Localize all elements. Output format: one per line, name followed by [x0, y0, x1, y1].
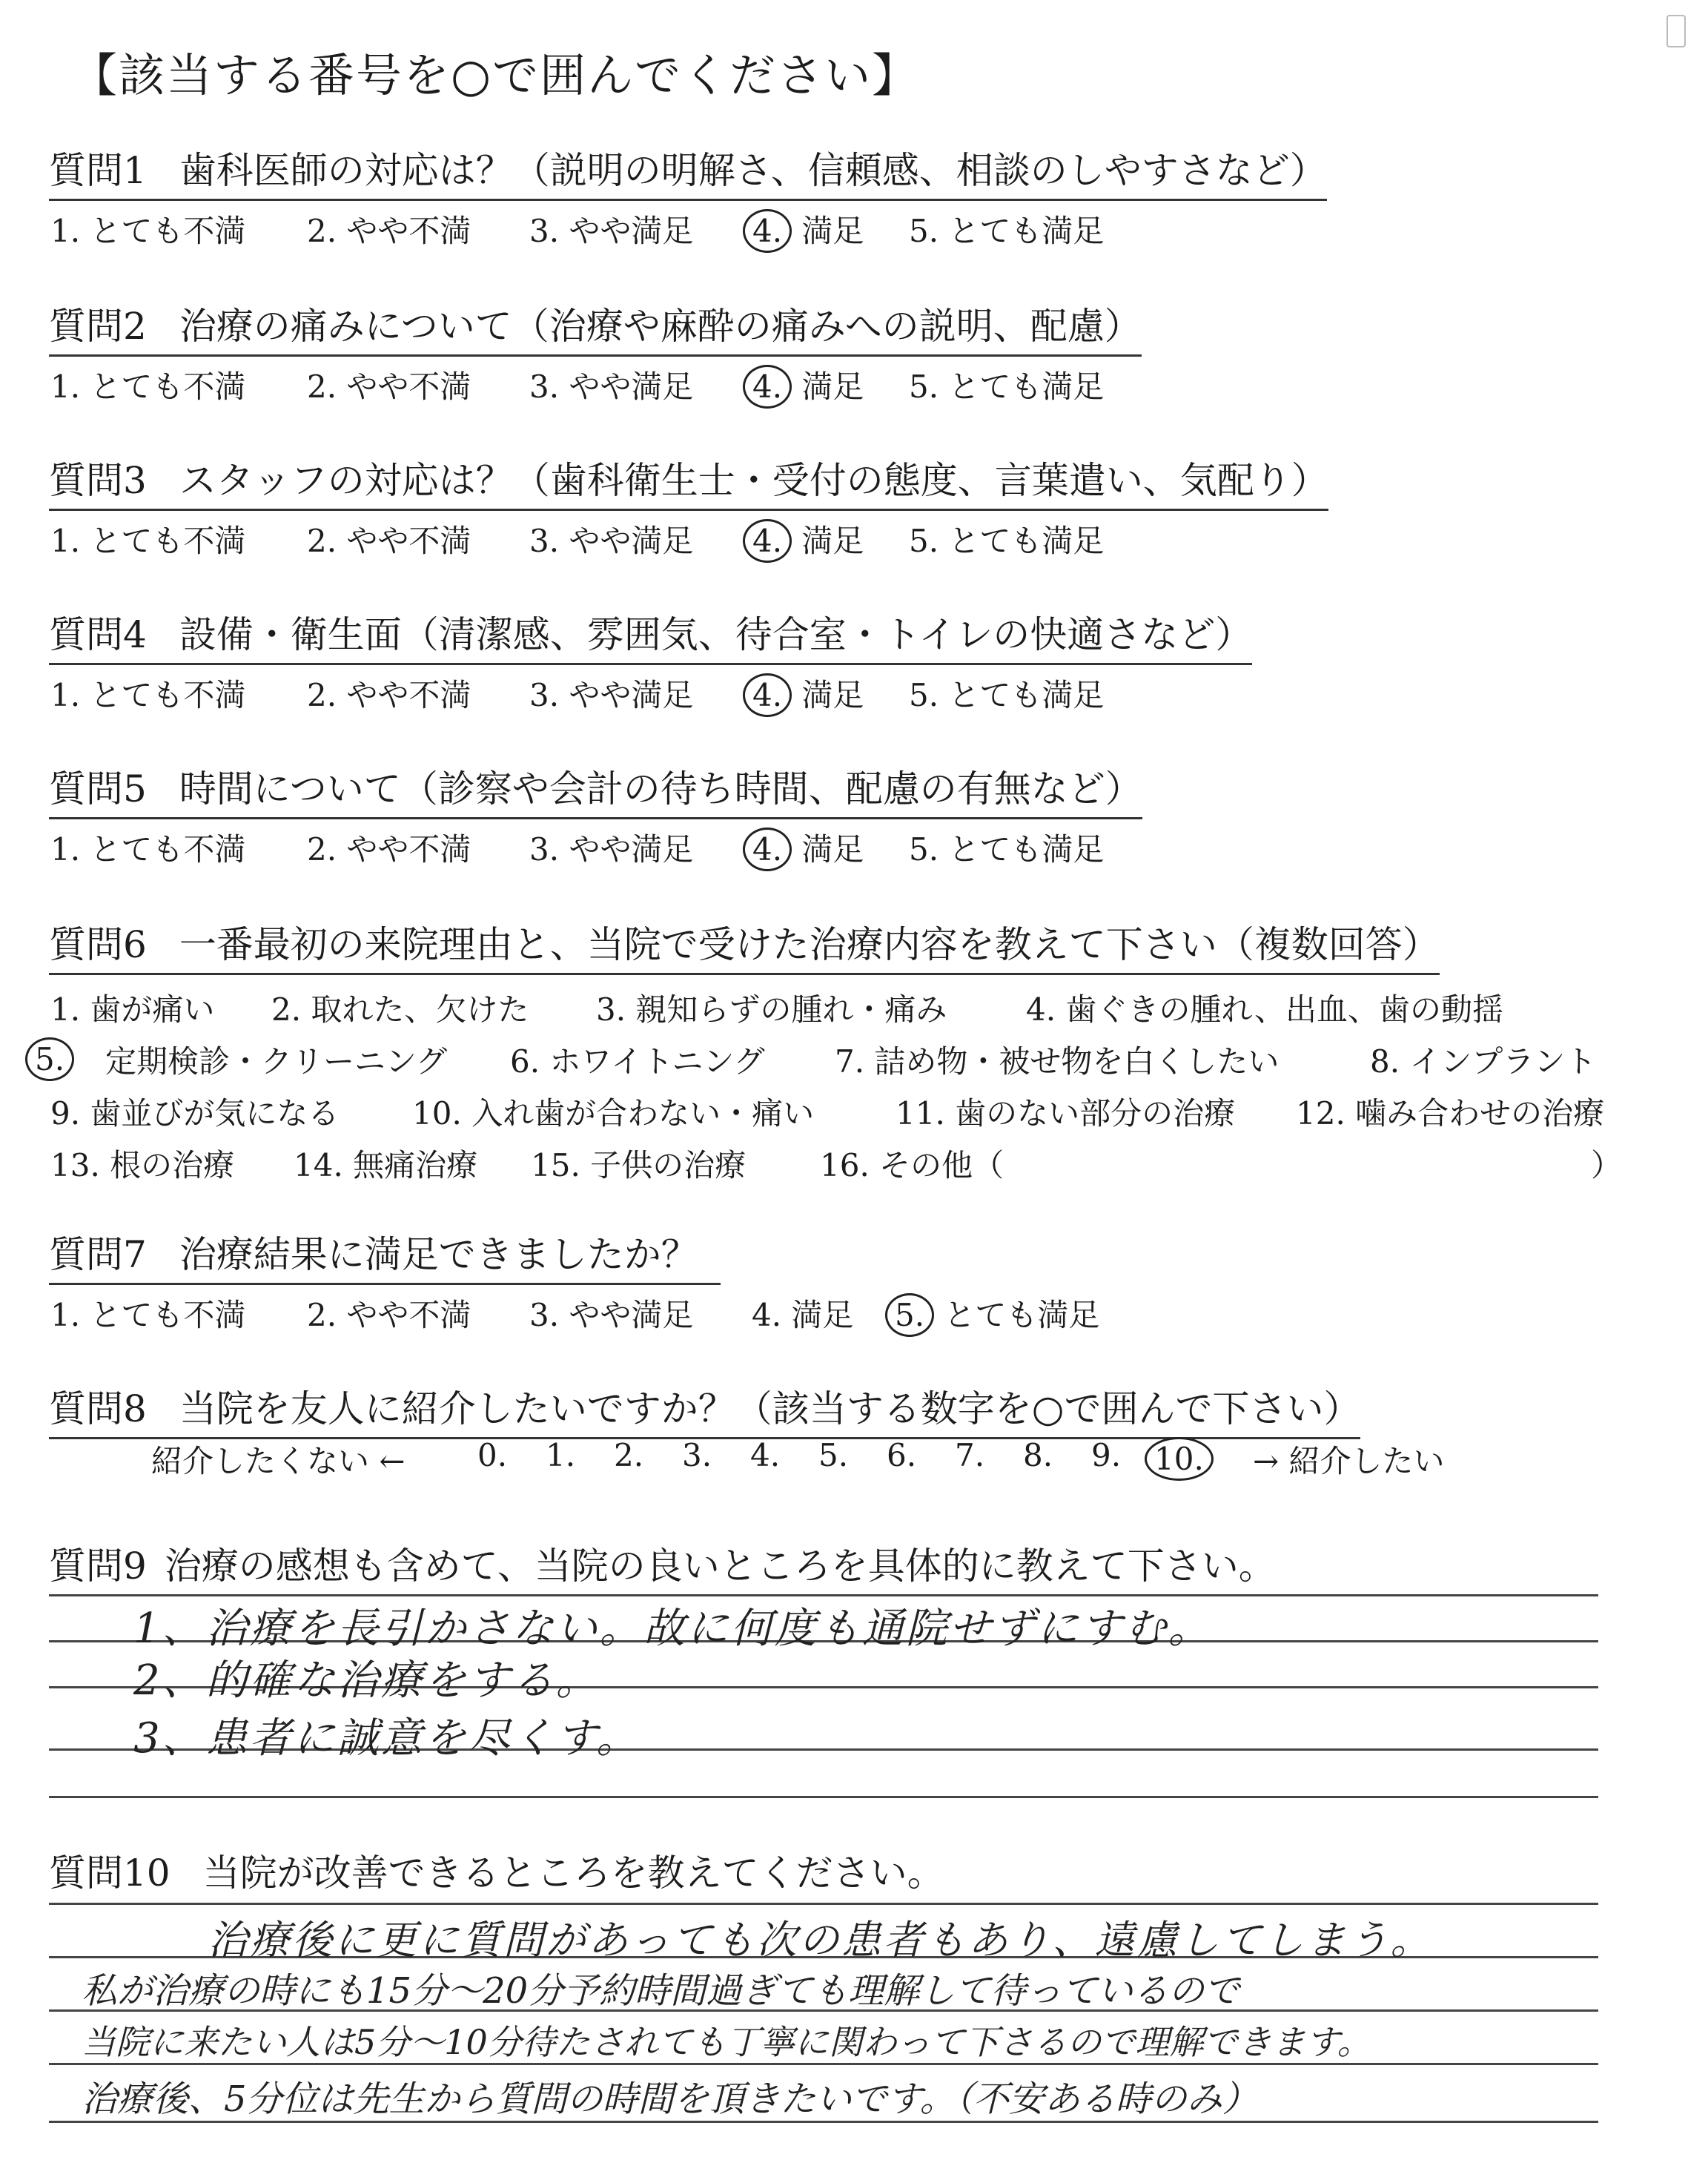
option-4-circled[interactable]: 4. 満足	[752, 207, 864, 253]
scale-3[interactable]: 3.	[682, 1437, 712, 1473]
option-2[interactable]: 2. やや不満	[307, 1297, 471, 1333]
question-7-options	[49, 1291, 1100, 1335]
question-4-header: 質問4 設備・衛生面（清潔感、雰囲気、待合室・トイレの快適さなど）	[49, 605, 1252, 665]
reason-8[interactable]: 8. インプラント	[1370, 1043, 1597, 1080]
option-5[interactable]: 5. とても満足	[909, 369, 1105, 405]
page-title: 【該当する番号を○で囲んでください】	[71, 48, 920, 102]
reason-13[interactable]: 13. 根の治療	[50, 1147, 235, 1183]
rule-line	[49, 1796, 1598, 1798]
scale-8[interactable]: 8.	[1023, 1437, 1053, 1473]
option-5[interactable]: 5. とても満足	[909, 523, 1105, 559]
scale-7[interactable]: 7.	[955, 1437, 985, 1473]
q10-answer-3: 当院に来たい人は5分〜10分待たされても丁寧に関わって下さるので理解できます。	[82, 2022, 1371, 2062]
question-2-options	[49, 363, 1142, 407]
option-4[interactable]: 4. 満足	[752, 1297, 854, 1333]
question-3-options	[49, 517, 1328, 561]
question-6-row-2	[35, 1037, 1597, 1082]
option-5-circled[interactable]: 5. とても満足	[894, 1291, 1099, 1337]
reason-12[interactable]: 12. 噛み合わせの治療	[1296, 1095, 1605, 1132]
question-10-header: 質問10 当院が改善できるところを教えてください。	[49, 1852, 944, 1895]
question-5-options	[49, 825, 1142, 870]
question-4-options	[49, 671, 1252, 716]
option-3[interactable]: 3. やや満足	[529, 523, 694, 559]
reason-16-close-paren: ）	[1591, 1147, 1623, 1183]
scale-4[interactable]: 4.	[750, 1437, 781, 1473]
q9-answer-3: 3、患者に誠意を尽くす。	[133, 1714, 640, 1763]
question-8	[49, 1379, 1360, 1439]
circle-mark: 5.	[885, 1293, 934, 1337]
option-5[interactable]: 5. とても満足	[909, 213, 1105, 249]
option-1[interactable]: 1. とても不満	[50, 1297, 246, 1333]
reason-1[interactable]: 1. 歯が痛い	[50, 991, 215, 1028]
question-1	[49, 141, 1327, 251]
option-2[interactable]: 2. やや不満	[307, 677, 471, 713]
question-3	[49, 451, 1328, 561]
scale-2[interactable]: 2.	[614, 1437, 644, 1473]
question-6-row-1	[49, 985, 1503, 1030]
scale-5[interactable]: 5.	[818, 1437, 849, 1473]
option-1[interactable]: 1. とても不満	[50, 369, 246, 405]
referral-scale	[0, 1437, 1708, 1482]
staple-mark	[1666, 15, 1686, 47]
question-6-row-3	[49, 1089, 1605, 1134]
question-9	[49, 1536, 1276, 1590]
q9-answer-2: 2、的確な治療をする。	[133, 1657, 600, 1705]
q10-answer-4: 治療後、5分位は先生から質問の時間を頂きたいです。（不安ある時のみ）	[82, 2078, 1258, 2120]
reason-14[interactable]: 14. 無痛治療	[294, 1147, 478, 1183]
circle-mark: 4.	[743, 365, 792, 409]
question-7	[49, 1225, 1100, 1335]
reason-5-label: 定期検診・クリーニング	[105, 1043, 448, 1080]
scale-0[interactable]: 0.	[477, 1437, 508, 1473]
option-3[interactable]: 3. やや満足	[529, 369, 694, 405]
option-4-circled[interactable]: 4. 満足	[752, 825, 864, 871]
question-5	[49, 759, 1142, 870]
reason-7[interactable]: 7. 詰め物・被せ物を白くしたい	[835, 1043, 1280, 1080]
q10-answer-1: 治療後に更に質問があっても次の患者もあり、遠慮してしまう。	[208, 1917, 1433, 1964]
reason-10[interactable]: 10. 入れ歯が合わない・痛い	[412, 1095, 815, 1132]
option-1[interactable]: 1. とても不満	[50, 677, 246, 713]
option-1[interactable]: 1. とても不満	[50, 213, 246, 249]
reason-9[interactable]: 9. 歯並びが気になる	[50, 1095, 340, 1132]
question-10	[49, 1843, 944, 1897]
reason-3[interactable]: 3. 親知らずの腫れ・痛み	[596, 991, 947, 1028]
reason-5-circled[interactable]	[34, 1037, 74, 1081]
scale-left-label: 紹介したくない ←	[151, 1443, 406, 1479]
question-1-options	[49, 207, 1327, 251]
rule-line	[49, 1903, 1598, 1905]
question-3-header: 質問3 スタッフの対応は？（歯科衛生士・受付の態度、言葉遣い、気配り）	[49, 451, 1328, 511]
option-2[interactable]: 2. やや不満	[307, 369, 471, 405]
scale-right-label: → 紹介したい	[1253, 1443, 1445, 1479]
reason-2[interactable]: 2. 取れた、欠けた	[271, 991, 529, 1028]
option-4-circled[interactable]: 4. 満足	[752, 517, 864, 563]
option-3[interactable]: 3. やや満足	[529, 213, 694, 249]
scale-1[interactable]: 1.	[546, 1437, 576, 1473]
question-2-header: 質問2 治療の痛みについて（治療や麻酔の痛みへの説明、配慮）	[49, 297, 1142, 357]
circle-mark: 4.	[743, 519, 792, 563]
question-9-header: 質問9 治療の感想も含めて、当院の良いところを具体的に教えて下さい。	[49, 1545, 1276, 1588]
question-6	[35, 915, 1623, 1186]
option-3[interactable]: 3. やや満足	[529, 1297, 694, 1333]
question-6-header: 質問6 一番最初の来院理由と、当院で受けた治療内容を教えて下さい（複数回答）	[49, 915, 1440, 975]
option-5[interactable]: 5. とても満足	[909, 677, 1105, 713]
circle-mark: 5.	[25, 1037, 74, 1081]
question-7-header: 質問7 治療結果に満足できましたか？	[49, 1225, 721, 1285]
question-4	[49, 605, 1252, 716]
reason-11[interactable]: 11. 歯のない部分の治療	[896, 1095, 1236, 1132]
question-1-header: 質問1 歯科医師の対応は？（説明の明解さ、信頼感、相談のしやすさなど）	[49, 141, 1327, 201]
reason-16[interactable]: 16. その他（	[820, 1147, 1004, 1183]
circle-mark: 4.	[743, 673, 792, 717]
reason-15[interactable]: 15. 子供の治療	[531, 1147, 747, 1183]
question-6-row-4	[49, 1141, 1623, 1186]
option-4-circled[interactable]: 4. 満足	[752, 363, 864, 409]
scale-9[interactable]: 9.	[1091, 1437, 1122, 1473]
reason-6[interactable]: 6. ホワイトニング	[510, 1043, 765, 1080]
option-2[interactable]: 2. やや不満	[307, 213, 471, 249]
circle-mark: 4.	[743, 828, 792, 871]
scale-6[interactable]: 6.	[887, 1437, 917, 1473]
option-1[interactable]: 1. とても不満	[50, 831, 246, 868]
option-2[interactable]: 2. やや不満	[307, 831, 471, 868]
option-4-circled[interactable]: 4. 満足	[752, 671, 864, 717]
question-5-header: 質問5 時間について（診察や会計の待ち時間、配慮の有無など）	[49, 759, 1142, 819]
option-1[interactable]: 1. とても不満	[50, 523, 246, 559]
q10-answer-2: 私が治療の時にも15分〜20分予約時間過ぎても理解して待っているので	[82, 1970, 1240, 2012]
q9-answer-1: 1、治療を長引かさない。故に何度も通院せずにすむ。	[133, 1605, 1212, 1653]
circle-mark: 4.	[743, 209, 792, 253]
reason-4[interactable]: 4. 歯ぐきの腫れ、出血、歯の動揺	[1026, 991, 1503, 1028]
circle-mark: 10.	[1145, 1437, 1214, 1481]
question-8-header: 質問8 当院を友人に紹介したいですか？（該当する数字を○で囲んで下さい）	[49, 1379, 1360, 1439]
option-5[interactable]: 5. とても満足	[909, 831, 1105, 868]
option-2[interactable]: 2. やや不満	[307, 523, 471, 559]
option-3[interactable]: 3. やや満足	[529, 831, 694, 868]
option-3[interactable]: 3. やや満足	[529, 677, 694, 713]
question-2	[49, 297, 1142, 407]
